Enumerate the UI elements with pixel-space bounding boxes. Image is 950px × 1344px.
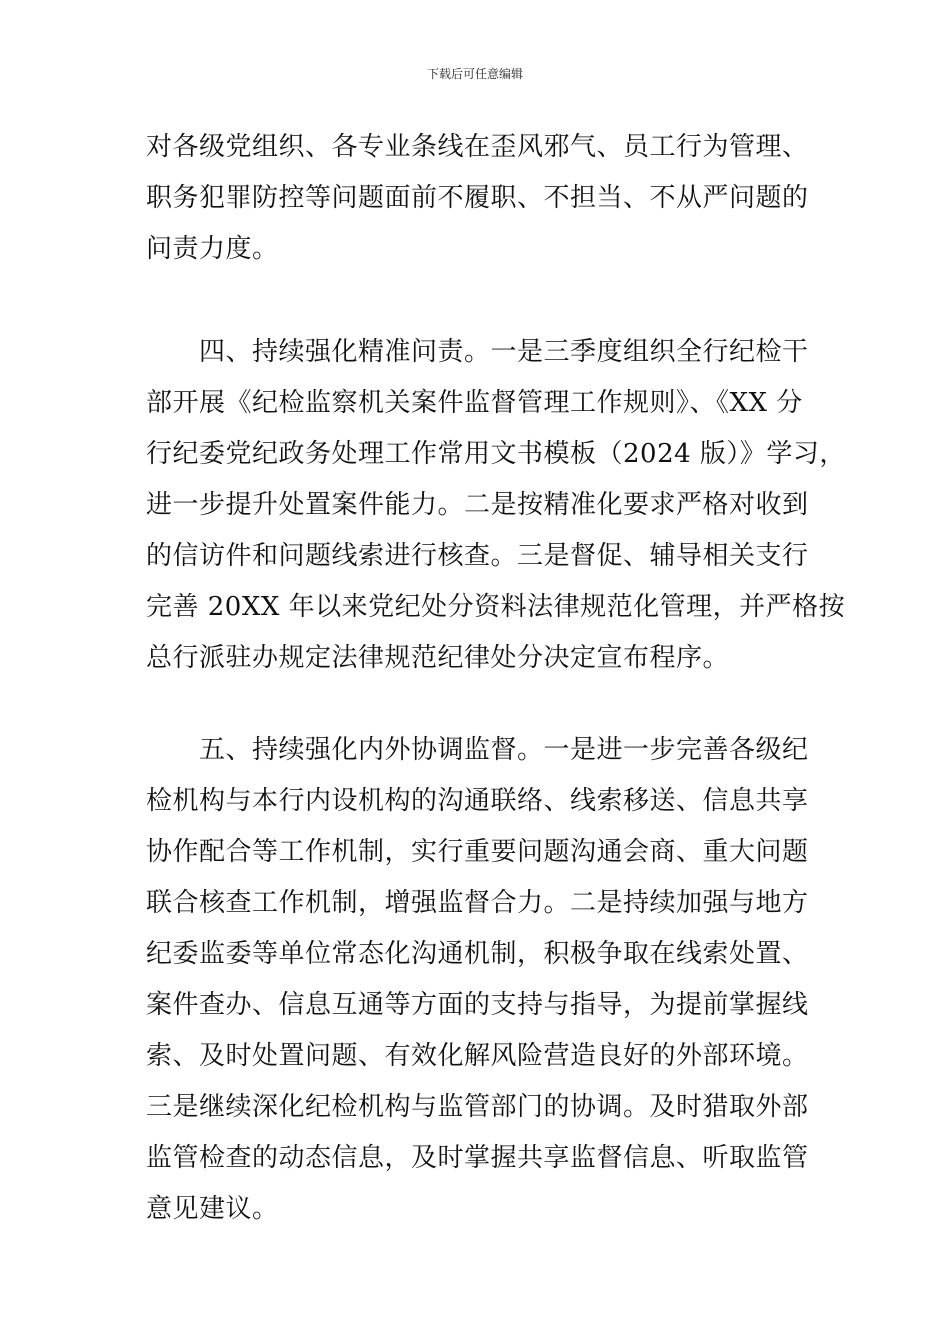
page-header: 下载后可任意编辑 (426, 67, 523, 81)
text-line: 进一步提升处置案件能力。二是按精准化要求严格对收到 (146, 490, 809, 520)
text-line: 三是继续深化纪检机构与监管部门的协调。及时猎取外部 (146, 1092, 809, 1122)
text-line: 协作配合等工作机制，实行重要问题沟通会商、重大问题 (146, 837, 809, 867)
text-line: 部开展《纪检监察机关案件监督管理工作规则》、《XX 分 (146, 388, 803, 418)
text-line: 职务犯罪防控等问题面前不履职、不担当、不从严问题的 (146, 183, 809, 213)
text-line: 索、及时处置问题、有效化解风险营造良好的外部环境。 (146, 1041, 809, 1071)
text-line: 监管检查的动态信息，及时掌握共享监督信息、听取监管 (146, 1143, 809, 1173)
text-line: 联合核查工作机制，增强监督合力。二是持续加强与地方 (146, 888, 809, 918)
text-line: 案件查办、信息互通等方面的支持与指导，为提前掌握线 (146, 990, 809, 1020)
text-line: 五、持续强化内外协调监督。一是进一步完善各级纪 (146, 735, 809, 765)
text-line: 行纪委党纪政务处理工作常用文书模板（2024 版）》学习， (146, 439, 846, 469)
text-line: 对各级党组织、各专业条线在歪风邪气、员工行为管理、 (146, 132, 809, 162)
text-line: 问责力度。 (146, 234, 279, 264)
paragraph-3 (146, 725, 810, 1235)
paragraph-1 (146, 122, 810, 275)
text-line: 意见建议。 (146, 1194, 279, 1224)
text-line: 纪委监委等单位常态化沟通机制，积极争取在线索处置、 (146, 939, 809, 969)
paragraph-2 (146, 327, 846, 684)
text-line: 的信访件和问题线索进行核查。三是督促、辅导相关支行 (146, 541, 809, 571)
text-line: 总行派驻办规定法律规范纪律处分决定宣布程序。 (146, 643, 730, 673)
text-line: 完善 20XX 年以来党纪处分资料法律规范化管理，并严格按 (146, 592, 846, 622)
text-line: 检机构与本行内设机构的沟通联络、线索移送、信息共享 (146, 786, 809, 816)
text-line: 四、持续强化精准问责。一是三季度组织全行纪检干 (146, 337, 809, 367)
